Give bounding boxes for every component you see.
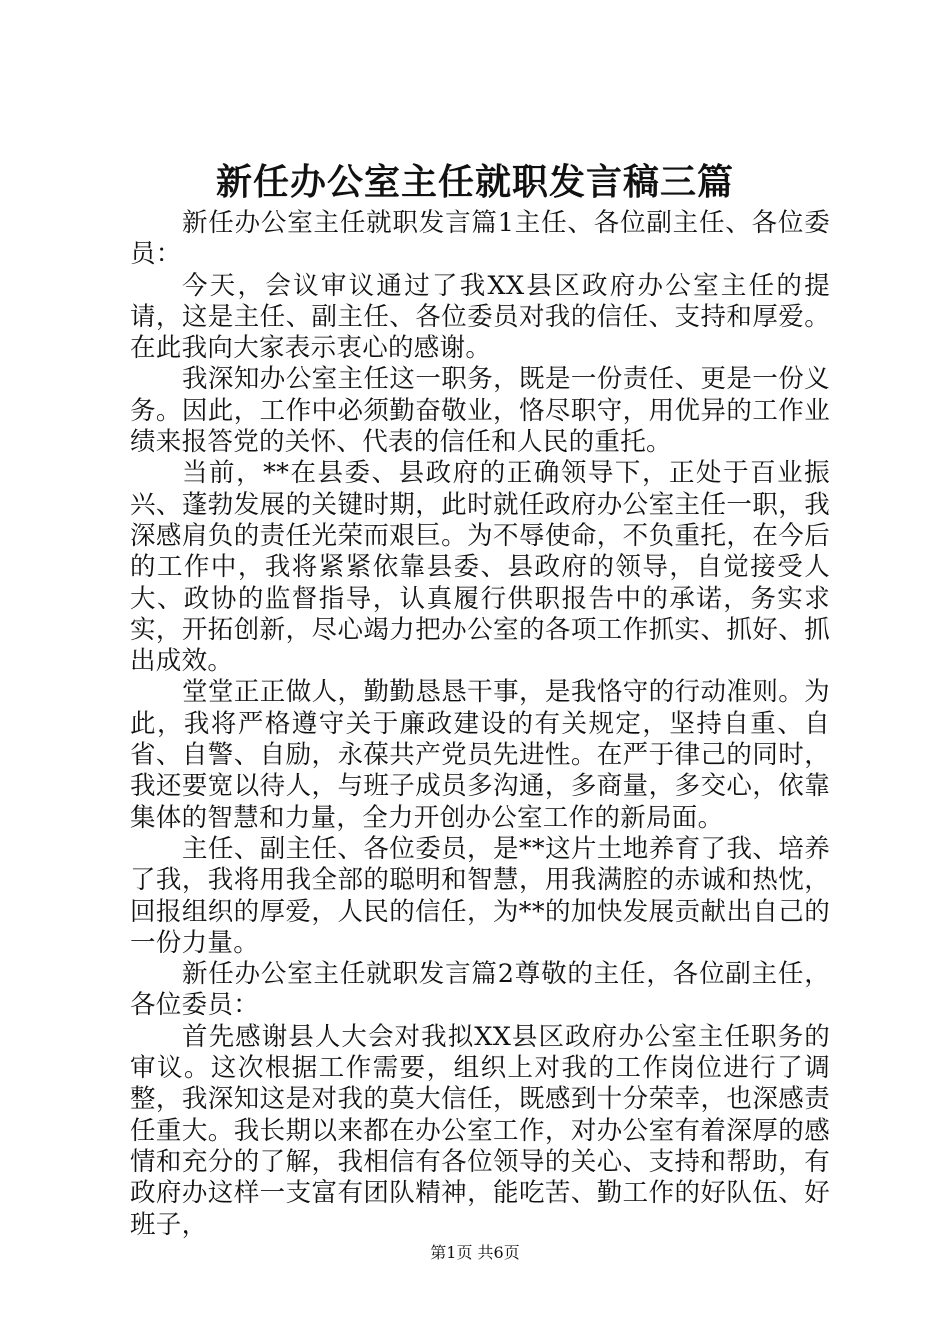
document-body [130, 208, 830, 1241]
paragraph: 我深知办公室主任这一职务，既是一份责任、更是一份义务。因此，工作中必须勤奋敬业，恪尽职守，用优异的工作业绩来报答党的关怀、代表的信任和人民的重托。 [130, 364, 830, 458]
document-title: 新任办公室主任就职发言稿三篇 [215, 161, 734, 203]
paragraph: 新任办公室主任就职发言篇2尊敬的主任，各位副主任，各位委员： [130, 959, 830, 1021]
paragraph: 今天，会议审议通过了我XX县区政府办公室主任的提请，这是主任、副主任、各位委员对我的信任、支持和厚爱。在此我向大家表示衷心的感谢。 [130, 270, 830, 364]
paragraph: 当前，**在县委、县政府的正确领导下，正处于百业振兴、蓬勃发展的关键时期，此时就任政府办公室主任一职，我深感肩负的责任光荣而艰巨。为不辱使命，不负重托，在今后的工作中，我将紧紧依靠县委、县政府的领导，自觉接受人大、政协的监督指导，认真履行供职报告中的承诺，务实求实，开拓创新，尽心竭力把办公室的各项工作抓实、抓好、抓出成效。 [130, 458, 830, 677]
paragraph: 首先感谢县人大会对我拟XX县区政府办公室主任职务的审议。这次根据工作需要，组织上对我的工作岗位进行了调整，我深知这是对我的莫大信任，既感到十分荣幸，也深感责任重大。我长期以来都在办公室工作，对办公室有着深厚的感情和充分的了解，我相信有各位领导的关心、支持和帮助，有政府办这样一支富有团队精神，能吃苦、勤工作的好队伍、好班子， [130, 1021, 830, 1240]
paragraph: 堂堂正正做人，勤勤恳恳干事，是我恪守的行动准则。为此，我将严格遵守关于廉政建设的有关规定，坚持自重、自省、自警、自励，永葆共产党员先进性。在严于律己的同时，我还要宽以待人，与班子成员多沟通，多商量，多交心，依靠集体的智慧和力量，全力开创办公室工作的新局面。 [130, 677, 830, 833]
page-footer: 第1页 共6页 [430, 1243, 520, 1262]
paragraph: 新任办公室主任就职发言篇1主任、各位副主任、各位委员： [130, 208, 830, 270]
paragraph: 主任、副主任、各位委员，是**这片土地养育了我、培养了我，我将用我全部的聪明和智慧，用我满腔的赤诚和热忱，回报组织的厚爱，人民的信任，为**的加快发展贡献出自己的一份力量。 [130, 833, 830, 958]
